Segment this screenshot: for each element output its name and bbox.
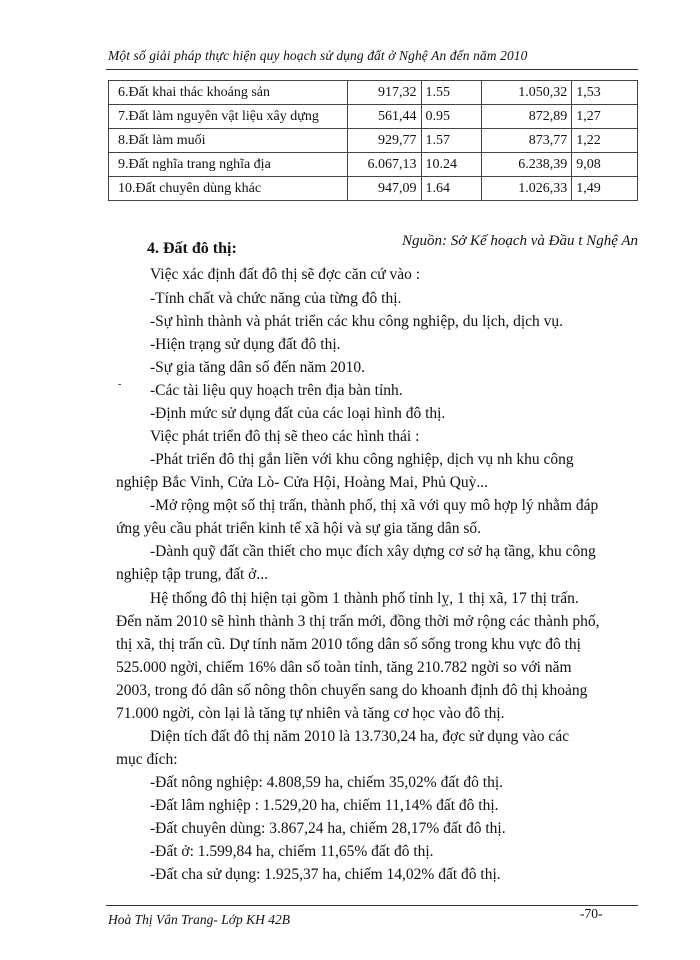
table-cell-value: 929,77 (347, 129, 421, 153)
text-line: -Định mức sử dụng đất của các loại hình đô thị. (150, 405, 446, 422)
table-cell-category: 9.Đất nghĩa trang nghĩa địa (109, 153, 348, 177)
table-cell-value: 1.026,33 (482, 177, 572, 201)
text-line: nghiệp Bắc Vinh, Cửa Lò- Cửa Hội, Hoàng Mai, Phủ Quỳ... (116, 474, 489, 491)
table-cell-value: 917,32 (347, 81, 421, 105)
table-cell-value: 872,89 (482, 105, 572, 129)
table-cell-value: 1.55 (421, 81, 482, 105)
text-line: 525.000 ngời, chiếm 16% dân số toàn tỉnh, tăng 210.782 ngời so với năm (116, 659, 572, 676)
table-cell-value: 1,27 (572, 105, 638, 129)
running-header: Một số giải pháp thực hiện quy hoạch sử dụng đất ở Nghệ An đến năm 2010 (108, 48, 528, 63)
table-source: Nguồn: Sở Kế hoạch và Đầu t Nghệ An (401, 233, 638, 249)
footer-author: Hoà Thị Vân Trang- Lớp KH 42B (108, 912, 290, 927)
footer-rule (106, 905, 638, 906)
table-cell-value: 873,77 (482, 129, 572, 153)
table-cell-value: 1,22 (572, 129, 638, 153)
text-line: mục đích: (116, 751, 178, 768)
table-cell-category: 10.Đất chuyên dùng khác (109, 177, 348, 201)
text-line: -Sự gia tăng dân số đến năm 2010. (150, 359, 366, 376)
table-cell-value: 9,08 (572, 153, 638, 177)
text-line: 2003, trong đó dân số nông thôn chuyển sang do khoanh định đô thị khoảng (116, 682, 588, 699)
section-heading: 4. Đất đô thị: (147, 240, 237, 257)
text-line: -Đất cha sử dụng: 1.925,37 ha, chiếm 14,02% đất đô thị. (150, 866, 501, 883)
text-line: Diện tích đất đô thị năm 2010 là 13.730,24 ha, đợc sử dụng vào các (150, 728, 570, 745)
table-cell-category: 6.Đất khai thác khoáng sản (109, 81, 348, 105)
text-line: Hệ thống đô thị hiện tại gồm 1 thành phố tỉnh lỵ, 1 thị xã, 17 thị trấn. (150, 590, 579, 607)
text-line: Việc xác định đất đô thị sẽ đợc căn cứ vào : (150, 266, 421, 283)
text-line: -Dành quỹ đất cần thiết cho mục đích xây dựng cơ sở hạ tầng, khu công (150, 543, 596, 560)
text-line: Việc phát triển đô thị sẽ theo các hình thái : (150, 428, 420, 445)
text-line: -Mở rộng một số thị trấn, thành phố, thị xã với quy mô hợp lý nhằm đáp (150, 497, 599, 514)
table-cell-value: 947,09 (347, 177, 421, 201)
text-line: thị xã, thị trấn cũ. Dự tính năm 2010 tổng dân số sống trong khu vực đô thị (116, 636, 581, 653)
table-cell-category: 7.Đất làm nguyên vật liệu xây dựng (109, 105, 348, 129)
table-cell-value: 1.64 (421, 177, 482, 201)
text-line: -Tính chất và chức năng của từng đô thị. (150, 290, 402, 307)
text-line: -Đất ở: 1.599,84 ha, chiếm 11,65% đất đô thị. (150, 843, 434, 860)
table-cell-value: 1,49 (572, 177, 638, 201)
stray-mark: - (118, 379, 122, 390)
table-cell-value: 0.95 (421, 105, 482, 129)
text-line: -Sự hình thành và phát triển các khu công nghiệp, du lịch, dịch vụ. (150, 313, 564, 330)
text-line: ứng yêu cầu phát triển kinh tế xã hội và sự gia tăng dân số. (116, 520, 482, 537)
text-line: -Hiện trạng sử dụng đất đô thị. (150, 336, 341, 353)
text-line: 71.000 ngời, còn lại là tăng tự nhiên và tăng cơ học vào đô thị. (116, 705, 505, 722)
text-line: -Đất lâm nghiệp : 1.529,20 ha, chiếm 11,14% đất đô thị. (150, 797, 499, 814)
table-cell-value: 1,53 (572, 81, 638, 105)
text-line: -Đất chuyên dùng: 3.867,24 ha, chiếm 28,17% đất đô thị. (150, 820, 506, 837)
table-cell-value: 6.238,39 (482, 153, 572, 177)
table-cell-value: 561,44 (347, 105, 421, 129)
table-cell-category: 8.Đất làm muối (109, 129, 348, 153)
table-cell-value: 6.067,13 (347, 153, 421, 177)
table-cell-value: 1.57 (421, 129, 482, 153)
text-line: -Đất nông nghiệp: 4.808,59 ha, chiếm 35,02% đất đô thị. (150, 774, 503, 791)
table-cell-value: 1.050,32 (482, 81, 572, 105)
text-line: nghiệp tập trung, đất ở... (116, 566, 268, 583)
text-line: -Các tài liệu quy hoạch trên địa bàn tỉnh. (150, 382, 403, 399)
page-number: -70- (580, 906, 603, 921)
text-line: Đến năm 2010 sẽ hình thành 3 thị trấn mới, đồng thời mở rộng các thành phố, (116, 613, 600, 630)
text-line: -Phát triển đô thị gắn liền với khu công nghiệp, dịch vụ nh khu công (150, 451, 574, 468)
table-cell-value: 10.24 (421, 153, 482, 177)
